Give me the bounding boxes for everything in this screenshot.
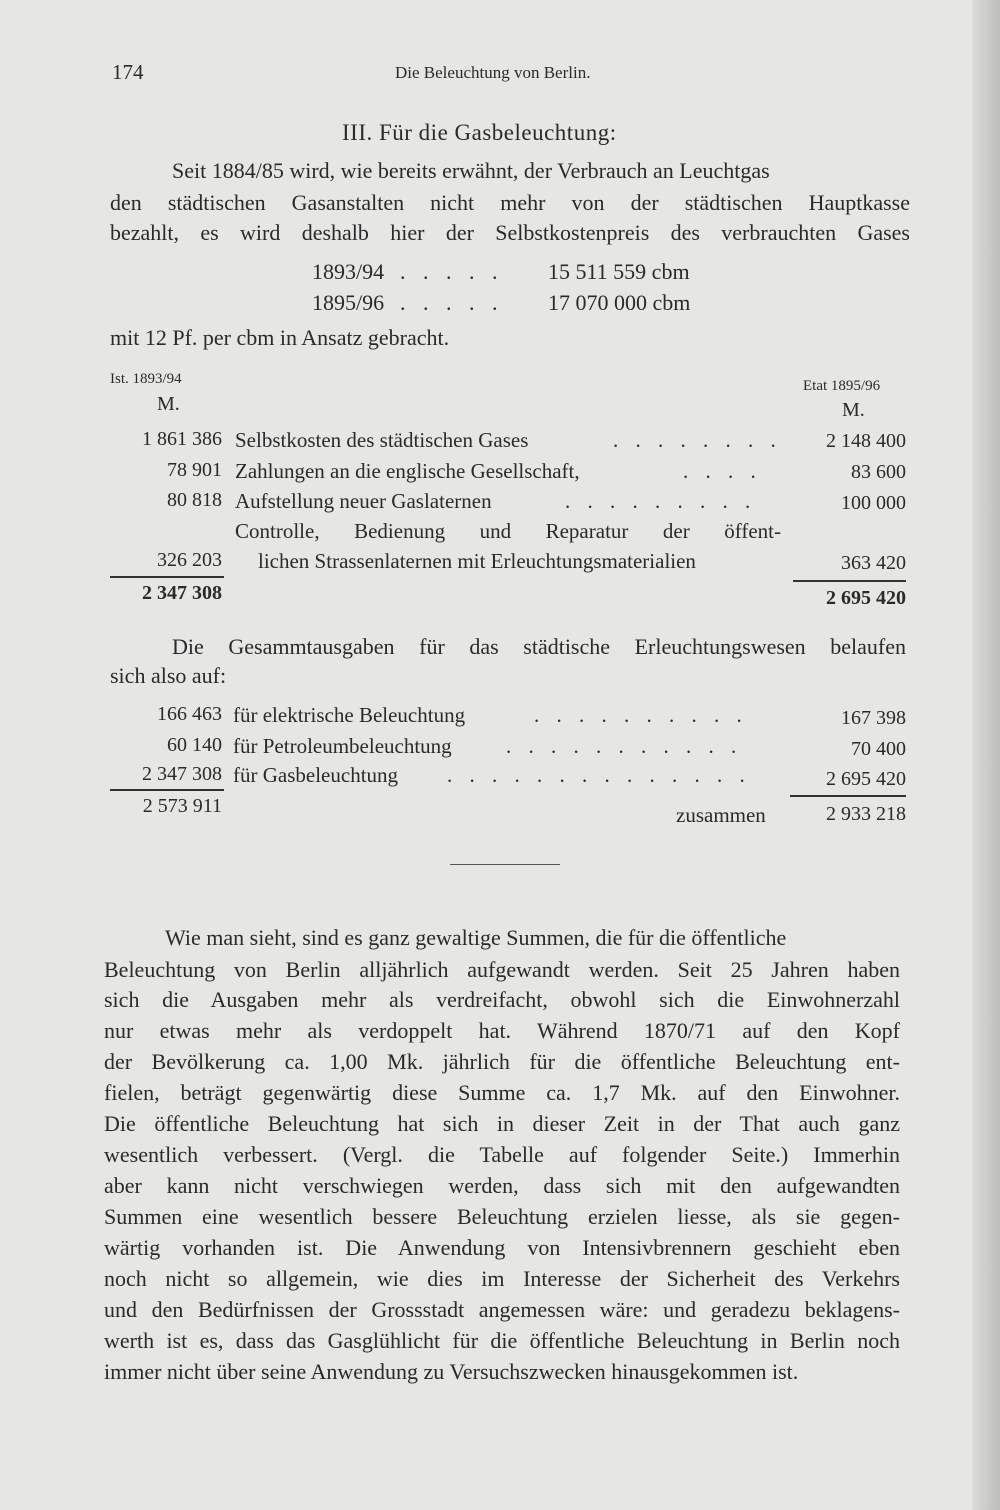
summary-row2-right: 70 400: [851, 738, 906, 760]
table1-row4-left: 326 203: [157, 549, 222, 571]
table1-right-header: Etat 1895/96: [803, 378, 881, 394]
closing-line: wesentlich verbessert. (Vergl. die Tabelle auf folgender Seite.) Immerhin: [104, 1142, 900, 1167]
table1-left-sum-rule: [110, 576, 224, 578]
closing-line: fielen, beträgt gegenwärtig diese Summe ca. 1,7 Mk. auf den Einwohner.: [104, 1080, 900, 1105]
table1-right-unit: M.: [842, 399, 865, 421]
summary-row1-right: 167 398: [841, 707, 906, 729]
summary-total-right: 2 933 218: [826, 803, 906, 825]
closing-line: und den Bedürfnissen der Grossstadt angemessen wäre: und geradezu beklagens-: [104, 1297, 900, 1322]
table1-row1-right: 2 148 400: [826, 430, 906, 452]
section-title: III. Für die Gasbeleuchtung:: [342, 120, 617, 145]
table1-row4-desc: lichen Strassenlaternen mit Erleuchtungsmaterialien: [258, 549, 696, 573]
table1-row4-right: 363 420: [841, 552, 906, 574]
consumption-dots-1: . . . . .: [400, 259, 504, 284]
consumption-value-2: 17 070 000 cbm: [548, 290, 691, 315]
consumption-year-1: 1893/94: [312, 259, 385, 284]
consumption-year-2: 1895/96: [312, 290, 385, 315]
table1-row3-right: 100 000: [841, 492, 906, 514]
closing-line: Die öffentliche Beleuchtung hat sich in dieser Zeit in der That auch ganz: [104, 1111, 900, 1136]
table1-row3-dots: . . . . . . . . .: [565, 489, 757, 513]
table1-row3-left: 80 818: [167, 489, 222, 511]
summary-row3-right: 2 695 420: [826, 768, 906, 790]
table1-row2-dots: . . . .: [683, 459, 762, 483]
intro-line-3: bezahlt, es wird deshalb hier der Selbstkostenpreis des verbrauchten Gases: [110, 220, 910, 245]
table1-row1-desc: Selbstkosten des städtischen Gases: [235, 428, 529, 452]
table1-row3-desc: Aufstellung neuer Gaslaternen: [235, 489, 492, 513]
summary-row2-desc: für Petroleumbeleuchtung: [233, 734, 452, 758]
intro-line-1: Seit 1884/85 wird, wie bereits erwähnt, der Verbrauch an Leuchtgas: [172, 158, 770, 183]
closing-line: wärtig vorhanden ist. Die Anwendung von Intensivbrennern geschieht eben: [104, 1235, 900, 1260]
summary-row3-dots: . . . . . . . . . . . . . .: [447, 763, 751, 787]
table1-row4-desc-line1: Controlle, Bedienung und Reparatur der öffent-: [235, 519, 781, 543]
summary-total-left: 2 573 911: [142, 795, 222, 817]
intro-line-2: den städtischen Gasanstalten nicht mehr von der städtischen Hauptkasse: [110, 190, 910, 215]
table1-row1-left: 1 861 386: [142, 428, 222, 450]
summary-row1-dots: . . . . . . . . . .: [534, 703, 748, 727]
table1-row1-dots: . . . . . . . .: [613, 428, 782, 452]
summary-row2-left: 60 140: [167, 734, 222, 756]
summary-left-sum-rule: [110, 789, 224, 791]
table1-row2-right: 83 600: [851, 461, 906, 483]
summary-row3-desc: für Gasbeleuchtung: [233, 763, 399, 787]
summary-row1-desc: für elektrische Beleuchtung: [233, 703, 466, 727]
table1-left-unit: M.: [157, 393, 180, 415]
closing-line: der Bevölkerung ca. 1,00 Mk. jährlich für die öffentliche Beleuchtung ent-: [104, 1049, 900, 1074]
after-line: mit 12 Pf. per cbm in Ansatz gebracht.: [110, 325, 450, 350]
summary-row3-left: 2 347 308: [142, 763, 222, 785]
summary-right-sum-rule: [790, 795, 906, 797]
closing-line: noch nicht so allgemein, wie dies im Interesse der Sicherheit des Verkehrs: [104, 1266, 900, 1291]
section-separator: [450, 864, 560, 865]
summary-row1-left: 166 463: [157, 703, 222, 725]
summary-total-label: zusammen: [676, 803, 766, 827]
closing-line: aber kann nicht verschwiegen werden, dass sich mit den aufgewandten: [104, 1173, 900, 1198]
closing-line: Summen eine wesentlich bessere Beleuchtung erzielen liesse, als sie gegen-: [104, 1204, 900, 1229]
closing-line: Wie man sieht, sind es ganz gewaltige Summen, die für die öffentliche: [165, 925, 787, 950]
table1-left-header: Ist. 1893/94: [110, 371, 182, 387]
page-edge: [972, 0, 1000, 1510]
summary-row2-dots: . . . . . . . . . . .: [506, 734, 743, 758]
table1-total-left: 2 347 308: [142, 582, 222, 604]
summary-intro-line-1: Die Gesammtausgaben für das städtische Erleuchtungswesen belaufen: [172, 634, 906, 659]
closing-line: werth ist es, dass das Gasglühlicht für die öffentliche Beleuchtung in Berlin noch: [104, 1328, 900, 1353]
consumption-dots-2: . . . . .: [400, 290, 504, 315]
table1-row2-desc: Zahlungen an die englische Gesellschaft,: [235, 459, 580, 483]
closing-line: immer nicht über seine Anwendung zu Versuchszwecken hinausgekommen ist.: [104, 1359, 799, 1384]
closing-line: sich die Ausgaben mehr als verdreifacht, obwohl sich die Einwohnerzahl: [104, 987, 900, 1012]
table1-total-right: 2 695 420: [826, 587, 906, 609]
table1-row2-left: 78 901: [167, 459, 222, 481]
summary-intro-line-2: sich also auf:: [110, 663, 227, 688]
consumption-value-1: 15 511 559 cbm: [548, 259, 690, 284]
closing-line: Beleuchtung von Berlin alljährlich aufgewandt werden. Seit 25 Jahren haben: [104, 957, 900, 982]
running-title: Die Beleuchtung von Berlin.: [395, 63, 591, 82]
closing-line: nur etwas mehr als verdoppelt hat. Während 1870/71 auf den Kopf: [104, 1018, 900, 1043]
table1-right-sum-rule: [793, 580, 906, 582]
page-number: 174: [112, 60, 144, 84]
